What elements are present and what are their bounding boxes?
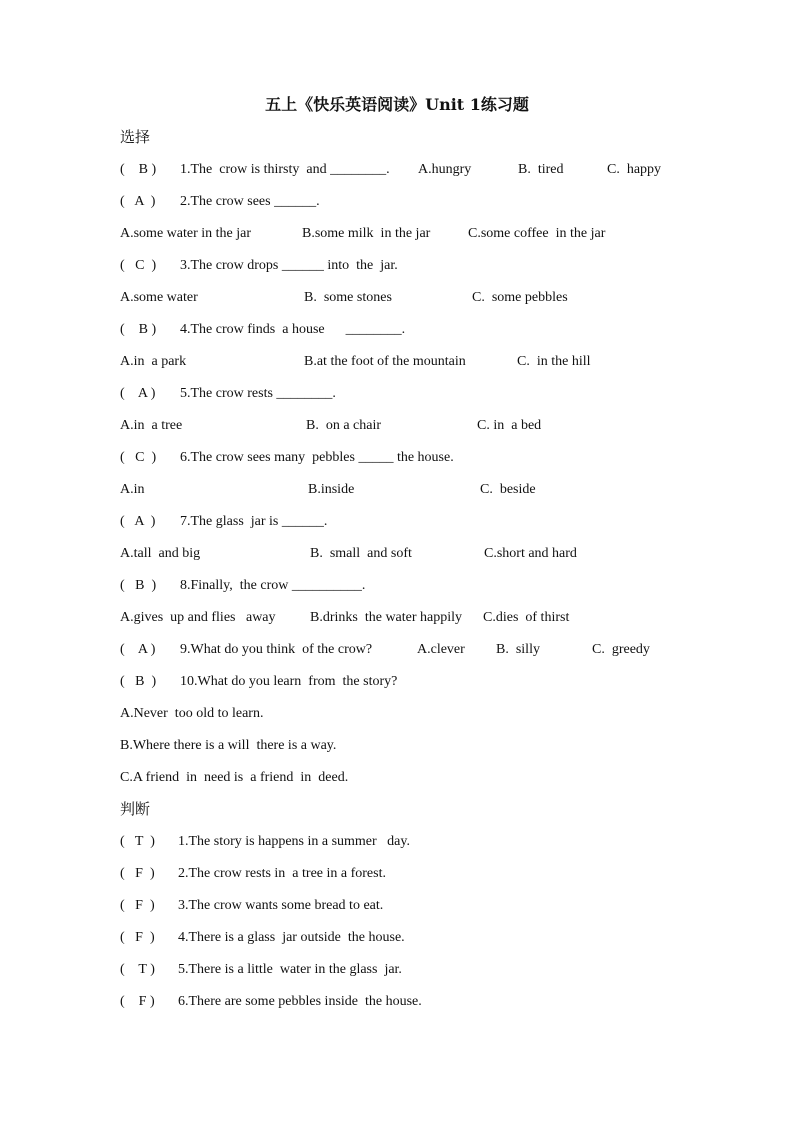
option-c: C.dies of thirst <box>483 610 570 625</box>
question-stem: 1.The crow is thirsty and ________. <box>180 162 390 177</box>
judge-statement: 5.There is a little water in the glass jar. <box>178 962 402 977</box>
option-b: B.some milk in the jar <box>302 226 431 241</box>
question-2 <box>120 192 680 212</box>
answer-paren: ( B ) <box>120 674 160 689</box>
option-a: A.tall and big <box>120 546 201 561</box>
option-a: A.Never too old to learn. <box>120 706 264 721</box>
option-b: B. small and soft <box>310 546 412 561</box>
option-a: A.in a tree <box>120 418 183 433</box>
judge-item-2 <box>120 864 680 884</box>
question-3-options <box>120 288 680 308</box>
question-2-options <box>120 224 680 244</box>
option-c: C. in a bed <box>477 418 542 433</box>
question-10-option-a <box>120 704 680 724</box>
answer-paren: ( F ) <box>120 930 159 945</box>
option-a: A.gives up and flies away <box>120 610 276 625</box>
option-a: A.hungry <box>418 162 472 177</box>
option-b: B.Where there is a will there is a way. <box>120 738 337 753</box>
question-stem: 3.The crow drops ______ into the jar. <box>180 258 398 273</box>
option-b: B.at the foot of the mountain <box>304 354 466 369</box>
option-c: C.some coffee in the jar <box>468 226 606 241</box>
question-1 <box>120 160 680 180</box>
question-5-options <box>120 416 680 436</box>
option-c: C.short and hard <box>484 546 577 561</box>
answer-paren: ( A ) <box>120 642 159 657</box>
question-stem: 4.The crow finds a house ________. <box>180 322 406 337</box>
answer-paren: ( A ) <box>120 386 159 401</box>
option-b: B. silly <box>496 642 540 657</box>
question-7 <box>120 512 680 532</box>
question-stem: 5.The crow rests ________. <box>180 386 336 401</box>
question-stem: 2.The crow sees ______. <box>180 194 320 209</box>
question-stem: 8.Finally, the crow __________. <box>180 578 366 593</box>
option-a: A.some water <box>120 290 198 305</box>
answer-paren: ( T ) <box>120 962 159 977</box>
option-b: B. on a chair <box>306 418 382 433</box>
answer-paren: ( T ) <box>120 834 159 849</box>
question-6-options <box>120 480 680 500</box>
answer-paren: ( F ) <box>120 994 159 1009</box>
judge-section-heading: 判断 <box>120 800 151 818</box>
option-c: C. some pebbles <box>472 290 568 305</box>
judge-statement: 2.The crow rests in a tree in a forest. <box>178 866 386 881</box>
option-c: C. beside <box>480 482 536 497</box>
answer-paren: ( A ) <box>120 194 159 209</box>
option-a: A.in a park <box>120 354 187 369</box>
option-b: B. some stones <box>304 290 392 305</box>
question-7-options <box>120 544 680 564</box>
judge-item-5 <box>120 960 680 980</box>
option-b: B. tired <box>518 162 564 177</box>
judge-item-4 <box>120 928 680 948</box>
question-10-option-c <box>120 768 680 788</box>
answer-paren: ( C ) <box>120 450 160 465</box>
question-stem: 9.What do you think of the crow? <box>180 642 373 657</box>
judge-item-3 <box>120 896 680 916</box>
answer-paren: ( F ) <box>120 898 159 913</box>
answer-paren: ( A ) <box>120 514 159 529</box>
option-a: A.clever <box>417 642 465 657</box>
question-6 <box>120 448 680 468</box>
answer-paren: ( B ) <box>120 162 160 177</box>
option-c: C. happy <box>607 162 662 177</box>
question-stem: 7.The glass jar is ______. <box>180 514 328 529</box>
question-stem: 6.The crow sees many pebbles _____ the house. <box>180 450 454 465</box>
question-4-options <box>120 352 680 372</box>
option-a: A.some water in the jar <box>120 226 252 241</box>
question-8 <box>120 576 680 596</box>
option-c: C.A friend in need is a friend in deed. <box>120 770 349 785</box>
question-3 <box>120 256 680 276</box>
choice-section-heading: 选择 <box>120 128 151 146</box>
option-b: B.drinks the water happily <box>310 610 463 625</box>
judge-statement: 1.The story is happens in a summer day. <box>178 834 410 849</box>
option-c: C. greedy <box>592 642 650 657</box>
answer-paren: ( B ) <box>120 578 160 593</box>
answer-paren: ( C ) <box>120 258 160 273</box>
judge-item-1 <box>120 832 680 852</box>
question-5 <box>120 384 680 404</box>
option-b: B.inside <box>308 482 355 497</box>
question-4 <box>120 320 680 340</box>
judge-statement: 6.There are some pebbles inside the house. <box>178 994 422 1009</box>
question-stem: 10.What do you learn from the story? <box>180 674 398 689</box>
answer-paren: ( B ) <box>120 322 160 337</box>
judge-item-6 <box>120 992 680 1012</box>
question-10 <box>120 672 680 692</box>
option-a: A.in <box>120 482 145 497</box>
option-c: C. in the hill <box>517 354 591 369</box>
page-title: 五上《快乐英语阅读》Unit 1练习题 <box>265 95 529 114</box>
question-9 <box>120 640 680 660</box>
question-10-option-b <box>120 736 680 756</box>
question-8-options <box>120 608 680 628</box>
judge-statement: 3.The crow wants some bread to eat. <box>178 898 384 913</box>
judge-statement: 4.There is a glass jar outside the house. <box>178 930 405 945</box>
answer-paren: ( F ) <box>120 866 159 881</box>
